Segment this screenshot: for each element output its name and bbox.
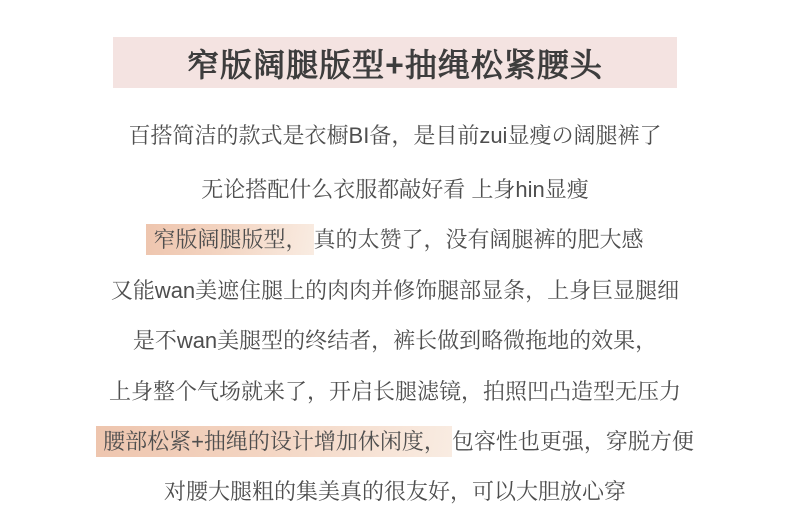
- title-banner: [113, 37, 677, 88]
- line-text: 无论搭配什么衣服都敲好看 上身hin显瘦: [201, 177, 589, 202]
- line-text: 真的太赞了，没有阔腿裤的肥大感: [313, 227, 644, 252]
- description-line-2: [0, 175, 790, 205]
- description-line-7: [0, 427, 790, 457]
- line-text: 是不wan美腿型的终结者，裤长做到略微拖地的效果，: [132, 328, 658, 353]
- description-line-6: [0, 377, 790, 407]
- highlight-phrase: 窄版阔腿版型，: [146, 224, 313, 255]
- line-text: 百搭简洁的款式是衣橱BI备，是目前zui显瘦の阔腿裤了: [128, 123, 662, 148]
- line-text: 又能wan美遮住腿上的肉肉并修饰腿部显条，上身巨显腿细: [110, 278, 680, 303]
- description-line-8: [0, 477, 790, 507]
- description-line-4: [0, 276, 790, 306]
- description-line-5: [0, 326, 790, 356]
- page-title: 窄版阔腿版型+抽绳松紧腰头: [187, 46, 603, 83]
- line-text: 对腰大腿粗的集美真的很友好，可以大胆放心穿: [163, 479, 626, 504]
- highlight-phrase: 腰部松紧+抽绳的设计增加休闲度，: [96, 426, 452, 457]
- line-text: 上身整个气场就来了，开启长腿滤镜，拍照凹凸造型无压力: [108, 379, 681, 404]
- description-line-1: [0, 121, 790, 151]
- description-line-3: [0, 225, 790, 255]
- line-text: 包容性也更强，穿脱方便: [451, 429, 694, 454]
